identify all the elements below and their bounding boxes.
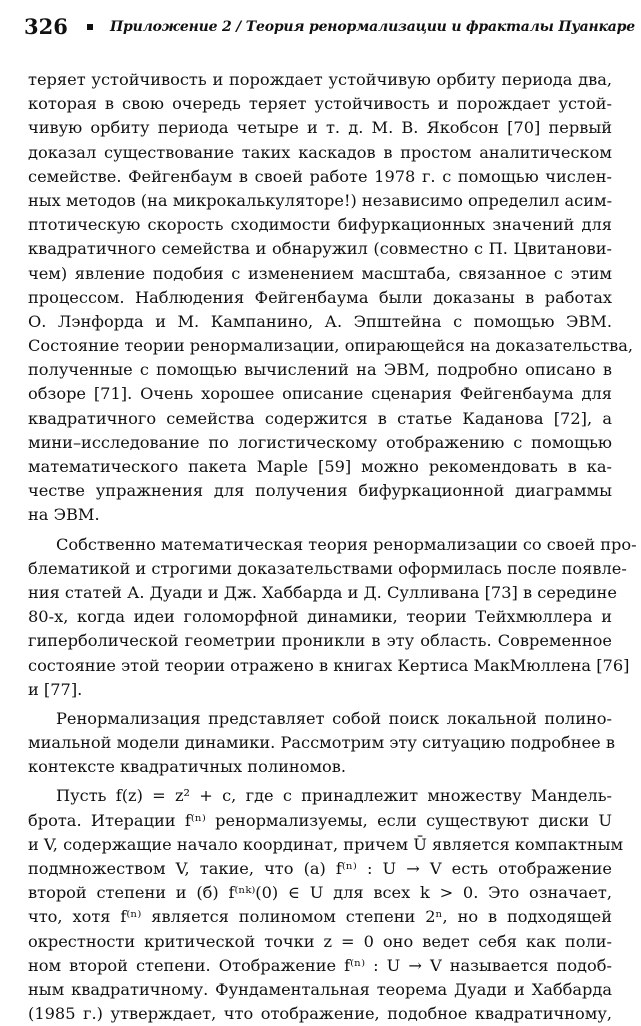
text-line: Ренормализация представляет собой поиск локальной полино- bbox=[56, 708, 612, 728]
running-title: Приложение 2 / Теория ренормализации и фракталы Пуанкаре bbox=[110, 18, 635, 35]
text-line: честве упражнения для получения бифуркационной диаграммы bbox=[28, 481, 612, 501]
page-number: 326 bbox=[24, 14, 68, 39]
text-line: семействе. Фейгенбаум в своей работе 1978 г. с помощью числен- bbox=[28, 166, 612, 186]
text-line: ния статей А. Дуади и Дж. Хаббарда и Д. Сулливана [73] в середине bbox=[28, 582, 617, 602]
text-line: ных методов (на микрокалькуляторе!) независимо определил асим- bbox=[28, 190, 613, 210]
paragraph-1 bbox=[28, 68, 634, 528]
text-line: доказал существование таких каскадов в простом аналитическом bbox=[28, 142, 612, 162]
text-line: обзоре [71]. Очень хорошее описание сценария Фейгенбаума для bbox=[28, 384, 612, 404]
text-line: что, хотя f⁽ⁿ⁾ является полиномом степени 2ⁿ, но в подходящей bbox=[28, 907, 612, 927]
body-text bbox=[28, 68, 637, 1024]
text-line: миальной модели динамики. Рассмотрим эту ситуацию подробнее в bbox=[28, 733, 616, 753]
text-line: ном второй степени. Отображение f⁽ⁿ⁾ : U → V называется подоб- bbox=[28, 955, 612, 975]
text-line: подмножеством V, такие, что (a) f⁽ⁿ⁾ : U → V есть отображение bbox=[28, 859, 612, 878]
text-line: ным квадратичному. Фундаментальная теорема Дуади и Хаббарда bbox=[28, 979, 612, 999]
text-line: и [77]. bbox=[28, 679, 83, 699]
text-line: чем) явление подобия с изменением масштаба, связанное с этим bbox=[28, 263, 612, 283]
text-line: теряет устойчивость и порождает устойчивую орбиту периода два, bbox=[28, 70, 612, 89]
text-line: математического пакета Maple [59] можно рекомендовать в ка- bbox=[28, 457, 612, 476]
text-line: гиперболической геометрии проникли в эту область. Современное bbox=[28, 631, 612, 651]
text-line: квадратичного семейства и обнаружил (совместно с П. Цвитанови- bbox=[28, 239, 612, 259]
text-line: Собственно математическая теория ренормализации со своей про- bbox=[56, 534, 637, 554]
paragraph-4 bbox=[28, 784, 624, 1026]
text-line: 80-х, когда идеи голоморфной динамики, теории Тейхмюллера и bbox=[28, 607, 612, 627]
paragraph-2 bbox=[28, 533, 637, 702]
text-line: Пусть f(z) = z² + c, где c принадлежит множеству Мандель- bbox=[56, 786, 612, 806]
text-line: на ЭВМ. bbox=[28, 505, 100, 525]
text-line: состояние этой теории отражено в книгах Кертиса МакМюллена [76] bbox=[28, 655, 630, 675]
text-line: квадратичного семейства содержится в статье Каданова [72], а bbox=[28, 408, 612, 428]
text-line: (1985 г.) утверждает, что отображение, подобное квадратичному, bbox=[28, 1004, 612, 1024]
page-header bbox=[24, 14, 635, 42]
paragraph-3 bbox=[28, 707, 616, 780]
text-line: которая в свою очередь теряет устойчивость и порождает устой- bbox=[28, 94, 612, 114]
text-line: мини–исследование по логистическому отображению с помощью bbox=[28, 432, 612, 452]
text-line: контексте квадратичных полиномов. bbox=[28, 757, 347, 777]
text-line: О. Лэнфорда и М. Кампанино, А. Эпштейна с помощью ЭВМ. bbox=[28, 311, 612, 331]
text-line: блематикой и строгими доказательствами оформилась после появле- bbox=[28, 558, 627, 578]
text-line: процессом. Наблюдения Фейгенбаума были доказаны в работах bbox=[28, 287, 612, 307]
header-square-marker bbox=[87, 24, 93, 30]
text-line: окрестности критической точки z = 0 оно ведет себя как поли- bbox=[28, 931, 612, 951]
text-line: брота. Итерации f⁽ⁿ⁾ ренормализуемы, если существуют диски U bbox=[28, 810, 612, 830]
text-line: Состояние теории ренормализации, опирающейся на доказательства, bbox=[28, 336, 634, 356]
text-line: птотическую скорость сходимости бифуркационных значений для bbox=[28, 215, 612, 235]
text-line: и V, содержащие начало координат, причем Ū является компактным bbox=[28, 834, 624, 854]
text-line: второй степени и (б) f⁽ⁿᵏ⁾(0) ∈ U для всех k > 0. Это означает, bbox=[28, 883, 612, 903]
text-line: полученные с помощью вычислений на ЭВМ, подробно описано в bbox=[28, 360, 612, 380]
text-line: чивую орбиту периода четыре и т. д. М. В. Якобсон [70] первый bbox=[28, 118, 612, 138]
